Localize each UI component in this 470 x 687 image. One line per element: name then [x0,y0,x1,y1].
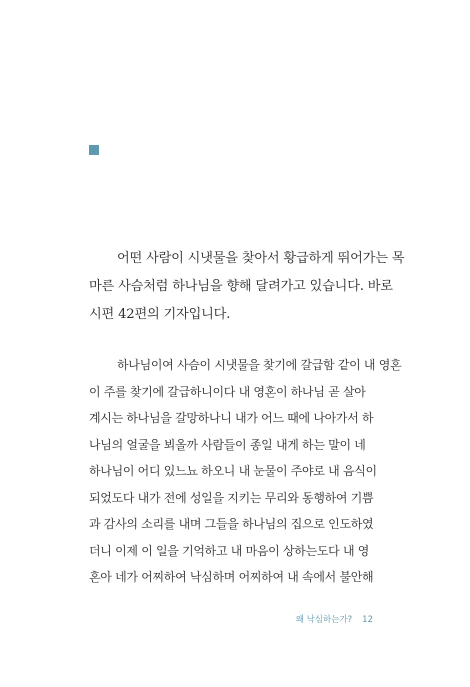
intro-line: 마른 사슴처럼 하나님을 향해 달려가고 있습니다. 바로 [89,279,393,294]
psalm-line: 되었도다 내가 전에 성일을 지키는 무리와 동행하여 기쁨 [89,490,374,505]
intro-line: 시편 42편의 기자입니다. [89,307,231,322]
intro-line: 어떤 사람이 시냇물을 찾아서 황급하게 뛰어가는 목 [117,251,405,266]
page-number: 12 [362,615,373,625]
page-footer [296,613,373,625]
psalm-line: 하나님이여 사슴이 시냇물을 찾기에 갈급함 같이 내 영혼 [117,358,402,372]
psalm-line: 과 감사의 소리를 내며 그들을 하나님의 집으로 인도하였 [89,517,374,531]
psalm-line: 나님의 얼굴을 뵈올까 사람들이 종일 내게 하는 말이 네 [89,437,366,452]
running-title: 왜 낙심하는가? [295,615,353,625]
psalm-line: 이 주를 찾기에 갈급하니이다 내 영혼이 하나님 곧 살아 [89,384,366,399]
psalm-line: 하나님이 어디 있느뇨 하오니 내 눈물이 주야로 내 음식이 [89,464,377,478]
section-marker-square [89,145,99,155]
intro-paragraph [89,245,405,329]
psalm-line: 계시는 하나님을 갈망하나니 내가 어느 때에 나아가서 하 [89,411,374,425]
psalm-quote [89,352,402,591]
psalm-line: 혼아 네가 어찌하여 낙심하며 어찌하여 내 속에서 불안해 [89,570,374,584]
psalm-line: 더니 이제 이 일을 기억하고 내 마음이 상하는도다 내 영 [89,543,370,558]
